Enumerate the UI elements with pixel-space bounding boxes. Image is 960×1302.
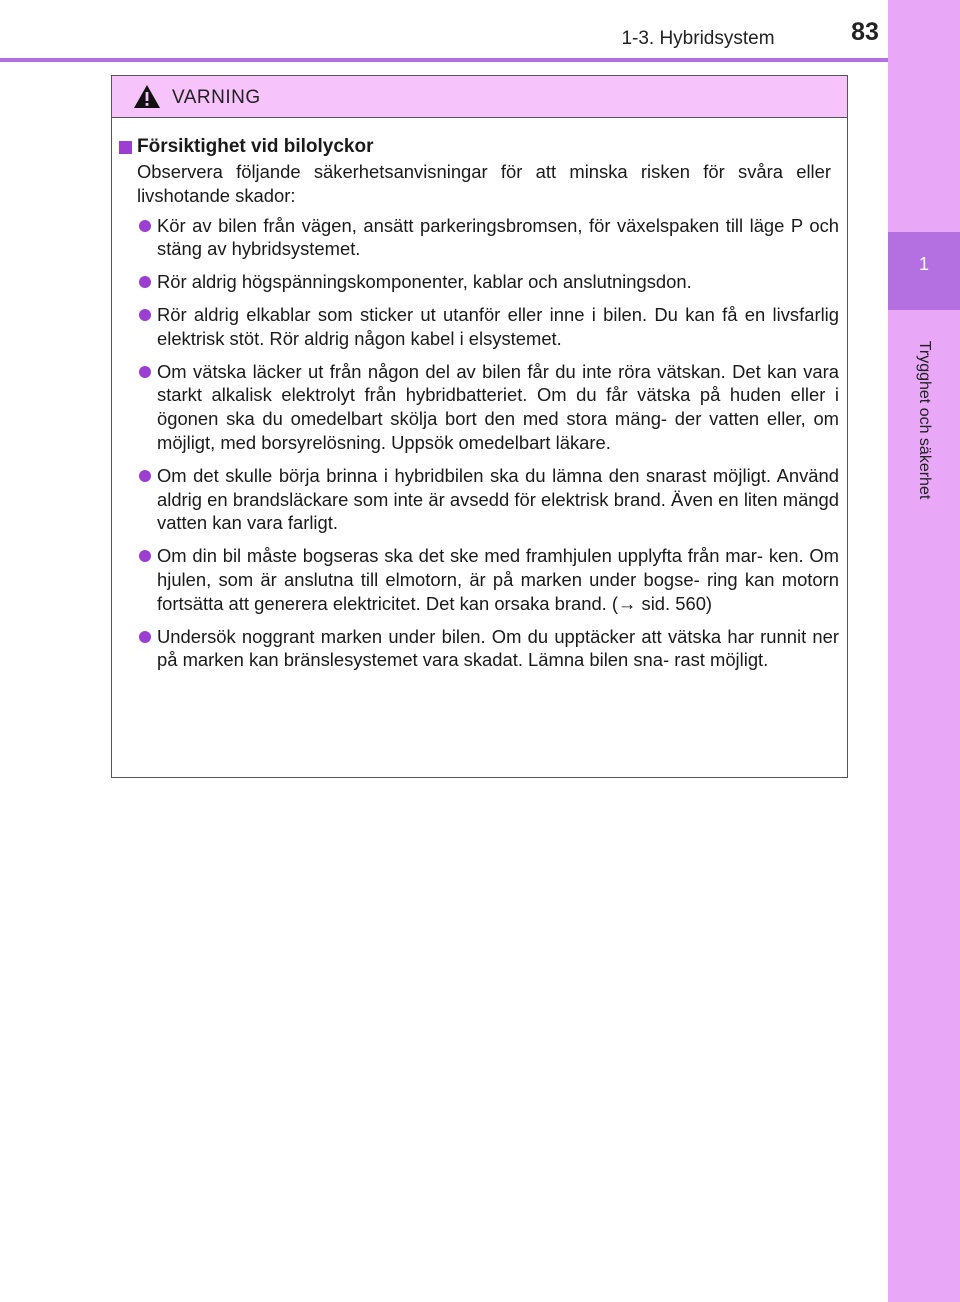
bullet-dot-icon (139, 309, 151, 321)
bullet-text: Om vätska läcker ut från någon del av bilen får du inte röra vätskan. Det kan vara starkt alkalisk elektrolyt från hybridbatteriet. Om du får vätska på huden eller i ögonen ska du omedelbart skölja bort den med stora mäng- der vatten eller, om möjligt, med borsyrelösning. Uppsök omedelbart läkare. (157, 360, 839, 453)
bullet-text: Kör av bilen från vägen, ansätt parkeringsbromsen, för växelspaken till läge P och stäng av hybridsystemet. (157, 214, 839, 260)
bullet-text: Rör aldrig elkablar som sticker ut utanför eller inne i bilen. Du kan få en livsfarlig elektrisk stöt. Rör aldrig någon kabel i elsystemet. (157, 303, 839, 349)
warning-box (111, 75, 848, 778)
bullet-text: Om din bil måste bogseras ska det ske med framhjulen upplyfta från mar- ken. Om hjulen, som är anslutna till elmotorn, är på marken under bogse- ring kan motorn fortsätta att generera elektricitet. Det kan orsaka brand. (→ sid. 560) (157, 545, 839, 614)
section-heading (119, 134, 839, 160)
list-item (139, 270, 839, 294)
list-item (139, 544, 839, 615)
list-item (139, 464, 839, 535)
bullet-dot-icon (139, 631, 151, 643)
chapter-number: 1 (918, 254, 929, 274)
list-item (139, 214, 839, 262)
bullet-dot-icon (139, 366, 151, 378)
section-title: 1-3. Hybridsystem (621, 28, 775, 49)
list-item (139, 625, 839, 673)
page-number: 83 (851, 18, 879, 46)
warning-triangle-icon (133, 84, 161, 109)
section-heading-text: Försiktighet vid bilolyckor (137, 136, 374, 157)
bullet-dot-icon (139, 550, 151, 562)
chapter-side-tab (888, 0, 960, 1302)
intro-text: Observera följande säkerhetsanvisningar för att minska risken för svåra eller livshotande skador: (137, 161, 831, 206)
warning-label: VARNING (172, 87, 261, 108)
bullet-text: Rör aldrig högspänningskomponenter, kablar och anslutningsdon. (157, 271, 692, 293)
heading-square-icon (119, 141, 132, 154)
bullet-text: Undersök noggrant marken under bilen. Om du upptäcker att vätska har runnit ner på marken kan bränslesystemet vara skadat. Lämna bilen sna- rast möjligt. (157, 625, 839, 671)
chapter-title: Trygghet och säkerhet (916, 340, 933, 500)
list-item (139, 360, 839, 455)
list-item (139, 303, 839, 351)
bullet-dot-icon (139, 470, 151, 482)
warning-header (112, 76, 847, 118)
warning-body (112, 118, 847, 672)
bullet-dot-icon (139, 220, 151, 232)
header-rule (0, 58, 888, 62)
bullet-text: Om det skulle börja brinna i hybridbilen ska du lämna den snarast möjligt. Använd aldrig en brandsläckare som inte är avsedd för elektrisk brand. Även en liten mängd vatten kan vara farligt. (157, 464, 839, 534)
bullet-dot-icon (139, 276, 151, 288)
